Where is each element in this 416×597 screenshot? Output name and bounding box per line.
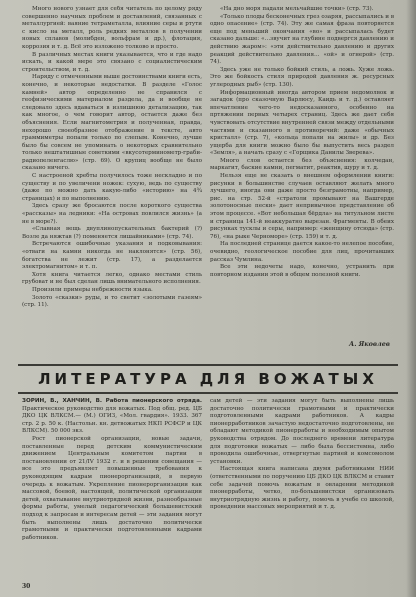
review-paragraph: сам детей — эти задания могут быть выполнены лишь достаточно политически грамотными и практически подготовленными кадрами работников. А кадры пионерработников зачастую недостаточно подготовлены, не обладают методикой пионерработы и необходимым опытом руководства отрядом. До последнего времени литература для подготовки вожатых — либо была бессистемна, либо проводила ошибочные, отвергнутые партией и комсомолом установки.	[210, 398, 394, 465]
review-paragraph: Настоящая книга написана двумя работниками НИИ (ответственными по поручению ЦБ ДКО ЦК ВЛКСМ и ставит себе задачей помочь вожатым в овладении методикой пионерработы, четко, по-большевистски организовать внутриотрядную жизнь и работу, помочь в учебе со школой, проведении массовых мероприятий и т. д.	[210, 466, 394, 511]
article-paragraph: «Только плоды бесконечных грез озаряя, рассыпались и в одно опасение» (стр. 74). Эту же самая фраза повторяется еще под меньший окончания «во» и рассыпалась будет сказано дальше: «…звучит на глубине подвергся давлению и действию жаром»: «эти действительно давлению и других реакций действительно давления… «ой» и огнерой» (стр. 74).	[210, 13, 394, 66]
article-column-left	[22, 6, 202, 362]
article-column-right	[210, 6, 394, 346]
review-authors: ЗОРИН, В., ХАНЧИН, В.	[22, 398, 102, 404]
page-number: 30	[22, 583, 31, 590]
review-column-left	[22, 398, 202, 578]
article-paragraph: Хотя книга читается легко, однако местами стиль грубоват и не был сделан лишь внимательного исполнения.	[22, 271, 202, 286]
article-paragraph: Много слов остается без объяснения: колчедан, маркагит, баские камни, пегматит, реактив, шуру и т. д.	[210, 157, 394, 172]
article-paragraph: Много нового узнает для себя читатель по целому ряду совершенно научных проблем и доставлений, связанных с металлургией: ваяние тетраметалла, влияние серы и ртути с кисло на металл, роль редких металлов в получении новых сплавов (молибден, вольфрам и др.), флотация, коррозия и т. д. Всё это изложено толково и просто.	[22, 6, 202, 50]
review-details: Практическое руководство для вожатых. Под общ. ред. ЦБ ДКО ЦК ВЛКСМ.— (М.) ОГИЗ, «Мол. гвардия». 1933. 367 стр. 2 р. 50 к. (Настольн. кн. детвожатых НКП РСФСР и ЦК ВЛКСМ). 50 000 экз.	[22, 405, 202, 435]
article-paragraph: Здесь уже не только бойкий стиль, а ложь. Хуже ложь. Это же бойкость стиля природой давления ж. ресурсных углеродных рыб» (стр. 130).	[210, 66, 394, 88]
article-paragraph: Золото «сказки» руды, и то светит «золотыми газеям» (стр. 11).	[22, 294, 202, 309]
review-column-right	[210, 398, 394, 578]
article-paragraph: С настроеной хребты получилось тоже нескладно и по существу и по увеличени ножек: сухую, ведь по существу (даже по можно дать какую-либо «историю» на 4¾ страницах) и по выполнению.	[22, 173, 202, 202]
article-paragraph: В различных местах книги указывается, что и где надо искать, и какой мере это связано с социалистическим строительством, и т. д.	[22, 51, 202, 73]
article-paragraph: «Славная вещь двуплинопускательных бактерий (?) Возле да няжтав (?) поменяется лишайниками» (стр. 74).	[22, 226, 202, 240]
article-paragraph: «На дно моря падали мельчайшие точки» (стр. 73).	[220, 6, 374, 12]
article-paragraph: Нельзя еще не сказать о внешнем оформлении книги: рисунки в большинстве случаев оставляют желать много лучшего, иногда они даже просто безграмотны, например, рис. на стр. 52-й «стратоли промывают на Вашгерде золотоносные пески» дает непривычное представление об этом процессе. «Вот небольшая бёрдла» на титульном листе и страница 141-й неаккуратно вырезан. Фрагменты. В обеих рисунках тусклы и серы, например: «женщину отсюда» (стр. 76), «на рыке Черноморе» (стр. 159) и т. д.	[210, 173, 394, 240]
review-header	[22, 398, 202, 436]
section-divider-bottom	[18, 392, 398, 394]
page-edge-shadow	[406, 0, 416, 597]
article-paragraph: Здесь сразу же бросаются после короткого существа «рассказы» на ледники: «На островах повлился жизнь» (а не в море?).	[22, 203, 202, 225]
article-paragraph: Все эти недочеты надо, конечно, устранить при повторном издании этой в общем полезной книги.	[210, 264, 394, 278]
review-title: Работа пионерского отряда.	[105, 398, 202, 404]
article-signature: А. Яковлев	[348, 340, 390, 348]
section-heading: ЛИТЕРАТУРА ДЛЯ ВОЖАТЫХ	[38, 370, 378, 388]
article-paragraph: Встречаются ошибочные указания и подковывания: «отваги на камни никогда не наклонятся» (стр. 56), богатства не лежит (стр. 17), а разделается электромагнитом» и т. п.	[22, 241, 202, 271]
section-divider-top	[18, 364, 398, 366]
article-paragraph: Информационный иногда автором прием недомолвок и загадок (про сказочную Варлюсу, Каидь и т. д.) оставляет впечатление чего-то недосказанного, особенно на пртяжении первых четырех страниц. Здесь же дает себя чувствовать отсутствие внутренней связи между отдельными частями и сказанного в противоречий: даже «обычных кристалл» (стр. 7), «кольца попали на жилы» и др. Без ущерба для книги можно было бы выпустить весь раздел «Земля», а начать сразу с «Горщика Данилы Зверева».	[210, 89, 394, 157]
article-paragraph: Наряду с отмеченными выше достоинствами книги есть, конечно, и некоторые недостатки. В разделе «Голос камней» автор определенно не справился с геофизическими материалом раздела, да и вообще не следовало здесь вдаваться в излишнюю детализацию, так как многое, о чем говорит автор, остается даже без объяснения. Если магнитометрия и полученная, правда, нехорошо своеобразное отображение в тексте, авто граммиметры попали только по слепым. Конечно, лучше было бы совсем не упоминать о некоторых сравнительно только нештатишные советкими «вкусотерминометр-граби-радиопеленгаслю» (стр. 69). О крупиц вообще не было сказано ничего.	[22, 74, 202, 172]
review-paragraph: Рост пионерской организации, новые задачи, поставленные перед детским коммунистическим движением Центральным комитетом партии в постановлении от 21/IV 1932 г. и в решении совещания — все это предъявляет повышенные требования к руководящим кадрам пионерорганизаций, в первую очередь к вожатым. Укрепление пионерорганизации как массовой, боевой, настоящей, политической организации детей, охватывание внутриотрядной жизни, разнообразные формы работы, умелый педагогический большевистский подход к запросам и интересам детей — эти задания могут быть выполнены лишь достаточно политически грамотными и практически подготовленными кадрами работников.	[22, 435, 202, 541]
article-paragraph: На последней странице дается какое-то нелепое пособие, очевидно, геологическое пособие для лиц, прочитавших рассказ Чумлина.	[210, 241, 394, 263]
article-paragraph: Произили примеры небрежности языка.	[32, 286, 153, 293]
